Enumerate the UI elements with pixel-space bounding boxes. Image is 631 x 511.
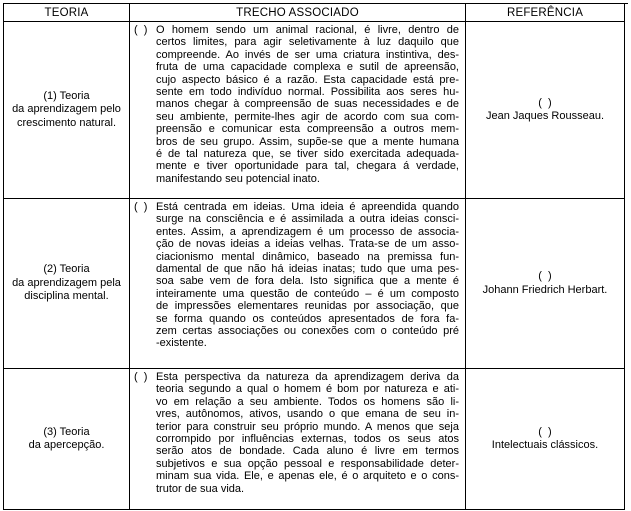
trecho-cell-1 (130, 22, 466, 199)
header-trecho-label: TRECHO ASSOCIADO (236, 6, 359, 19)
answer-blank-marker: ( ) (538, 96, 552, 109)
teoria-1-text: (1) Teoria da aprendizagem pelo crescimento natural. (12, 89, 121, 129)
matching-table (3, 3, 628, 510)
teoria-cell-2 (4, 199, 130, 369)
header-cell-referencia (466, 4, 625, 22)
referencia-2-name: Johann Friedrich Herbart. (482, 283, 608, 296)
teoria-2-text: (2) Teoria da aprendizagem pela disciplina mental. (12, 263, 121, 303)
trecho-cell-2 (130, 199, 466, 369)
answer-blank-marker: ( ) (538, 425, 552, 438)
referencia-cell-3 (466, 369, 625, 510)
referencia-2-block (483, 270, 608, 297)
header-cell-trecho (130, 4, 466, 22)
referencia-3-block (492, 426, 598, 453)
trecho-cell-3 (130, 369, 466, 510)
referencia-cell-1 (466, 22, 625, 199)
answer-blank-marker: ( ) (134, 201, 148, 213)
trecho-1-text: O homem sendo um animal racional, é livre, dentro de certos limites, para agir seletivamente à luz daquilo que compreende. Ao invés de ser uma criatura instintiva, des- fruta de uma capacidade complexa e sutil de apreensão, cujo aspecto básico é a razão. Esta capacidade está pre- sente em todo indivíduo normal. Possibilita aos seres hu- manos chegar à compreensão de suas necessidades e de seu ambiente, permite-lhes agir de acordo com sua com- preensão e comunicar esta compreensão a outros mem- bros de seu grupo. Assim, supõe-se que a mente humana é de tal natureza que, se tiver sido exercitada adequada- mente e tiver oportunidade para tal, chegara á verdade, manifestando seu potencial inato. (156, 24, 459, 185)
header-teoria-label: TEORIA (44, 6, 89, 19)
answer-blank-marker: ( ) (134, 24, 148, 36)
referencia-1-block (486, 97, 604, 124)
teoria-3-text: (3) Teoria da apercepção. (28, 425, 105, 451)
referencia-3-name: Intelectuais clássicos. (491, 439, 599, 451)
answer-blank-marker: ( ) (538, 270, 552, 282)
header-cell-teoria (4, 4, 130, 22)
referencia-cell-2 (466, 199, 625, 369)
header-referencia-label: REFERÊNCIA (506, 6, 584, 19)
trecho-3-text: Esta perspectiva da natureza da aprendizagem deriva da teoria segundo a qual o homem é bom por natureza e ati- vo em relação a seu ambiente. Todos os homens são li- vres, autônomos, ativos, usando o que emana de seu in- terior para construir seu próprio mundo. A menos que seja corrompido por influências externas, todos os seus atos serão atos de bondade. Cada aluno é livre em termos subjetivos e sua opção pessoal e responsabilidade deter- minam sua vida. Ele, e apenas ele, é o arquiteto e o cons- trutor de sua vida. (156, 371, 459, 495)
trecho-2-text: Está centrada em ideias. Uma ideia é apreendida quando surge na consciência e é assimilada a outra ideias consci- entes. Assim, a aprendizagem é um processo de associa- ção de novas ideias a ideias velhas. Trata-se de um asso- ciacionismo mental dinâmico, baseado na premissa fun- damental de que não há ideias inatas; tudo que uma pes- soa sabe vem de fora dela. Isto significa que a mente é inteiramente uma questão de conteúdo – é um composto de impressões elementares reunidas por associação, que se forma quando os conteúdos apresentados de fora fa- zem certas associações ou conexões com o conteúdo pré -existente. (156, 201, 459, 350)
answer-blank-marker: ( ) (134, 371, 148, 383)
teoria-cell-3 (4, 369, 130, 510)
teoria-cell-1 (4, 22, 130, 199)
referencia-1-name: Jean Jaques Rousseau. (485, 110, 605, 122)
